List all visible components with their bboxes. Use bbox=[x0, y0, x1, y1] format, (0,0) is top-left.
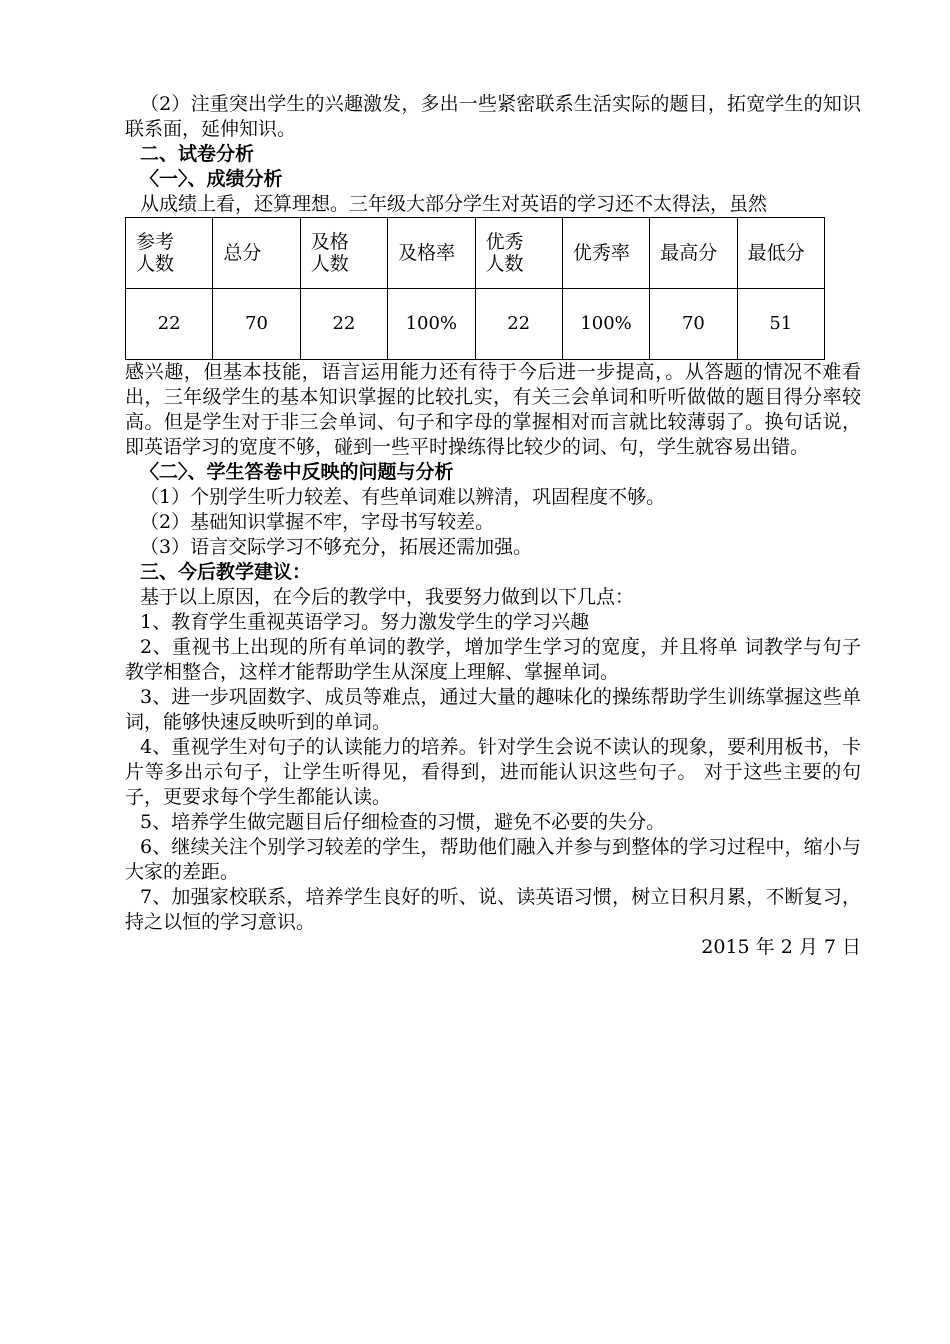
table-header-cell: 优秀 人数 bbox=[475, 218, 562, 289]
suggestion-item: 2、重视书上出现的所有单词的教学，增加学生学习的宽度，并且将单 词教学与句子教学相整合，这样才能帮助学生从深度上理解、掌握单词。 bbox=[125, 636, 861, 683]
table-cell: 70 bbox=[213, 289, 300, 360]
table-cell: 100% bbox=[562, 289, 649, 360]
table-header-cell: 及格 人数 bbox=[300, 218, 387, 289]
table-header-cell: 最低分 bbox=[737, 218, 824, 289]
problem-item: （1）个别学生听力较差、有些单词难以辨清，巩固程度不够。 bbox=[140, 486, 666, 508]
score-paragraph-start: 从成绩上看，还算理想。三年级大部分学生对英语的学习还不太得法，虽然 bbox=[140, 193, 768, 215]
document-page bbox=[125, 92, 861, 960]
table-header-row bbox=[126, 218, 825, 289]
table-header-cell: 最高分 bbox=[650, 218, 737, 289]
suggestion-item: 1、教育学生重视英语学习。努力激发学生的学习兴趣 bbox=[140, 611, 590, 633]
suggestion-item: 4、重视学生对句子的认读能力的培养。针对学生会说不读认的现象，要利用板书，卡片等多出示句子，让学生听得见，看得到，进而能认识这些句子。 对于这些主要的句子，更要求每个学生都能认读。 bbox=[125, 736, 861, 808]
table-header-cell: 优秀率 bbox=[562, 218, 649, 289]
problem-item: （3）语言交际学习不够充分，拓展还需加强。 bbox=[140, 536, 533, 558]
subheading-score-analysis: 〈一〉、成绩分析 bbox=[140, 168, 283, 190]
subheading-problems: 〈二〉、学生答卷中反映的问题与分析 bbox=[140, 461, 454, 483]
table-cell: 70 bbox=[650, 289, 737, 360]
table-cell: 22 bbox=[126, 289, 213, 360]
table-cell: 22 bbox=[475, 289, 562, 360]
score-paragraph-continued: 感兴趣，但基本技能，语言运用能力还有待于今后进一步提高，。从答题的情况不难看出，三年级学生的基本知识掌握的比较扎实，有关三会单词和听听做做的题目得分率较高。但是学生对于非三会单词、句子和字母的掌握相对而言就比较薄弱了。换句话说，即英语学习的宽度不够，碰到一些平时操练得比较少的词、句，学生就容易出错。 bbox=[125, 361, 861, 458]
suggestions-lead: 基于以上原因，在今后的教学中，我要努力做到以下几点： bbox=[140, 586, 635, 608]
suggestion-item: 7、加强家校联系，培养学生良好的听、说、读英语习惯，树立日积月累，不断复习，持之以恒的学习意识。 bbox=[125, 886, 861, 933]
section-heading-suggestions: 三、今后教学建议： bbox=[140, 561, 312, 583]
table-cell: 100% bbox=[388, 289, 475, 360]
table-row bbox=[126, 289, 825, 360]
table-header-cell: 参考 人数 bbox=[126, 218, 213, 289]
problem-item: （2）基础知识掌握不牢，字母书写较差。 bbox=[140, 511, 495, 533]
suggestion-item: 6、继续关注个别学习较差的学生，帮助他们融入并参与到整体的学习过程中，缩小与大家的差距。 bbox=[125, 836, 861, 883]
suggestion-item: 5、培养学生做完题目后仔细检查的习惯，避免不必要的失分。 bbox=[140, 811, 666, 833]
intro-paragraph: （2）注重突出学生的兴趣激发，多出一些紧密联系生活实际的题目，拓宽学生的知识联系面，延伸知识。 bbox=[125, 93, 861, 140]
table-header-cell: 总分 bbox=[213, 218, 300, 289]
table-cell: 51 bbox=[737, 289, 824, 360]
document-date: 2015 年 2 月 7 日 bbox=[701, 936, 861, 958]
section-heading-analysis: 二、试卷分析 bbox=[140, 143, 255, 165]
suggestion-item: 3、进一步巩固数字、成员等难点，通过大量的趣味化的操练帮助学生训练掌握这些单词，能够快速反映听到的单词。 bbox=[125, 686, 861, 733]
table-header-cell: 及格率 bbox=[388, 218, 475, 289]
table-cell: 22 bbox=[300, 289, 387, 360]
score-table bbox=[125, 217, 825, 360]
